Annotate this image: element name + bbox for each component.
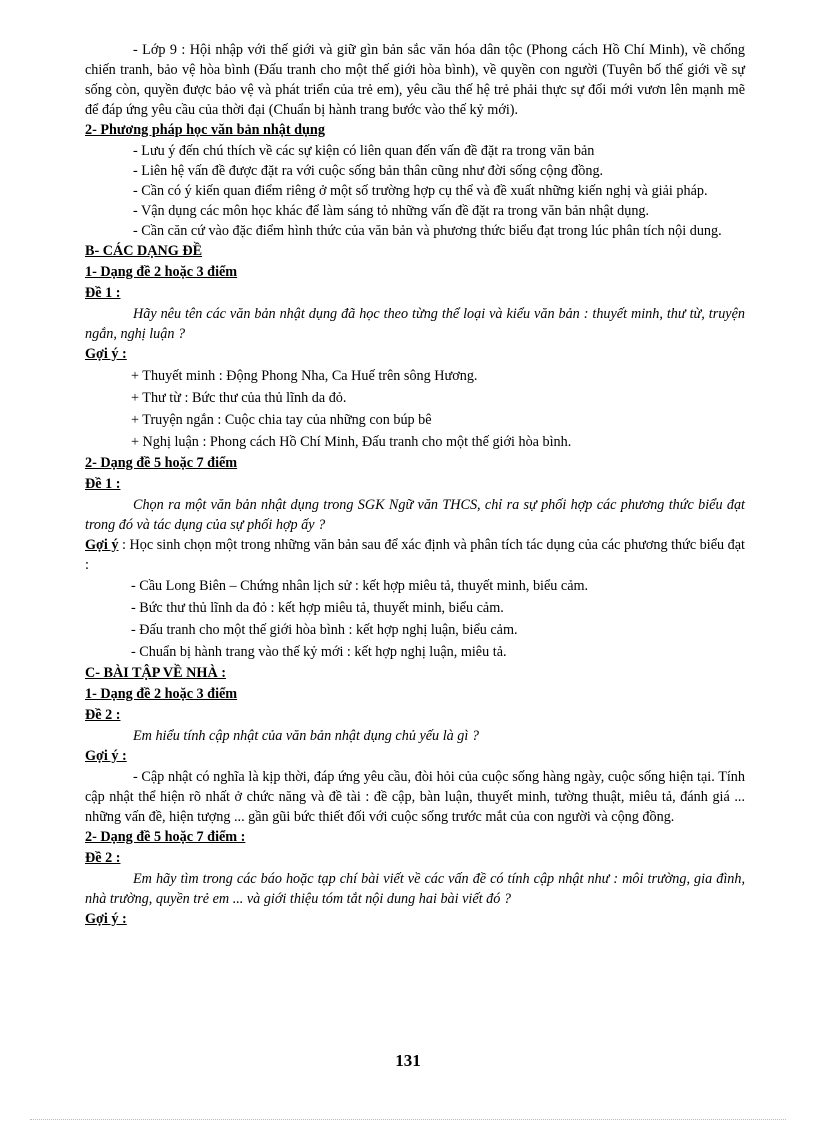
method-item: - Lưu ý đến chú thích về các sự kiện có liên quan đến vấn đề đặt ra trong văn bản <box>133 143 595 159</box>
section-c-heading: C- BÀI TẬP VỀ NHÀ : <box>85 665 226 681</box>
section-c-part1-heading: 1- Dạng đề 2 hoặc 3 điểm <box>85 686 238 702</box>
method-item: - Liên hệ vấn đề được đặt ra với cuộc sống bản thân cũng như đời sống cộng đồng. <box>133 163 604 179</box>
method-item: - Cần có ý kiến quan điểm riêng ở một số trường hợp cụ thể và đề xuất những kiến nghị và giải pháp. <box>133 183 708 199</box>
page-divider <box>30 1119 786 1120</box>
answer-item: + Thuyết minh : Động Phong Nha, Ca Huế trên sông Hương. <box>131 368 478 384</box>
section-b-part2-de-label: Đề 1 : <box>85 476 121 492</box>
answer-item: + Nghị luận : Phong cách Hồ Chí Minh, Đấu tranh cho một thế giới hòa bình. <box>131 434 572 450</box>
section-b-part2-heading: 2- Dạng đề 5 hoặc 7 điểm <box>85 455 238 471</box>
method-item: - Cần căn cứ vào đặc điểm hình thức của văn bản và phương thức biểu đạt trong lúc phân tích nội dung. <box>133 223 722 239</box>
answer-item: - Đấu tranh cho một thế giới hòa bình : kết hợp nghị luận, biểu cảm. <box>131 622 518 638</box>
section-b-goiy-label: Gợi ý : <box>85 346 127 362</box>
section-c-part2-goiy-label: Gợi ý : <box>85 911 127 927</box>
answer-item: + Truyện ngắn : Cuộc chia tay của những con búp bê <box>131 412 432 428</box>
section-c-goiy-label: Gợi ý : <box>85 748 127 764</box>
section-b-part1-heading: 1- Dạng đề 2 hoặc 3 điểm <box>85 264 238 280</box>
section-c-part2-de-label: Đề 2 : <box>85 850 121 866</box>
answer-item: + Thư từ : Bức thư của thủ lĩnh da đỏ. <box>131 390 347 406</box>
goiy-label: Gợi ý <box>85 537 119 553</box>
section-c-answer: - Cập nhật có nghĩa là kịp thời, đáp ứng yêu cầu, đòi hỏi của cuộc sống hàng ngày, cuộc sống hiện tại. Tính cập nhật thể hiện rõ nhất ở chức năng và đề tài : đề cập, bàn luận, thuyết minh, tường thuật, miêu tả, đánh giá ... những vấn đề, hiện tượng ... gần gũi bức thiết đối với cuộc sống trước mắt của con người và cộng đồng. <box>85 769 745 825</box>
method-item: - Vận dụng các môn học khác để làm sáng tỏ những vấn đề đặt ra trong văn bản nhật dụng. <box>133 203 650 219</box>
section-b-part2-question: Chọn ra một văn bản nhật dụng trong SGK Ngữ văn THCS, chỉ ra sự phối hợp các phương thức biểu đạt trong đó và tác dụng của sự phối hợp ấy ? <box>85 497 745 533</box>
intro-lop9: - Lớp 9 : Hội nhập với thế giới và giữ gìn bản sắc văn hóa dân tộc (Phong cách Hồ Chí Minh), về chống chiến tranh, bảo vệ hòa bình (Đấu tranh cho một thế giới hòa bình), về quyền con người (Tuyên bố thế giới về sự sống còn, quyền được bảo vệ và phát triển của trẻ em), yêu cầu thế hệ trẻ phải thực sự đổi mới vươn lên mạnh mẽ để đáp ứng yêu cầu của thời đại (Chuẩn bị hành trang bước vào thế kỷ mới). <box>85 42 745 118</box>
answer-item: - Bức thư thủ lĩnh da đỏ : kết hợp miêu tả, thuyết minh, biểu cảm. <box>131 600 504 616</box>
answer-item: - Chuẩn bị hành trang vào thế kỷ mới : kết hợp nghị luận, miêu tả. <box>131 644 507 660</box>
section-c-de2-question: Em hiểu tính cập nhật của văn bản nhật dụng chủ yếu là gì ? <box>133 728 479 744</box>
answer-item: - Cầu Long Biên – Chứng nhân lịch sử : kết hợp miêu tả, thuyết minh, biểu cảm. <box>131 578 589 594</box>
section-c-part2-question: Em hãy tìm trong các báo hoặc tạp chí bài viết về các vấn đề có tính cập nhật như : môi trường, gia đình, nhà trường, quyền trẻ em ... và giới thiệu tóm tắt nội dung hai bài viết đó ? <box>85 871 745 907</box>
section-c-part2-heading: 2- Dạng đề 5 hoặc 7 điểm : <box>85 829 246 845</box>
section-b-part2-goiy <box>85 535 745 575</box>
page-content <box>85 40 745 930</box>
section-b-de1-question: Hãy nêu tên các văn bản nhật dụng đã học theo từng thể loại và kiểu văn bản : thuyết minh, thư từ, truyện ngắn, nghị luận ? <box>85 306 745 342</box>
section-c-de2-label: Đề 2 : <box>85 707 121 723</box>
section-b-de1-label: Đề 1 : <box>85 285 121 301</box>
method-heading: 2- Phương pháp học văn bản nhật dụng <box>85 122 325 138</box>
section-b-heading: B- CÁC DẠNG ĐỀ <box>85 243 203 259</box>
goiy-text: : Học sinh chọn một trong những văn bản sau để xác định và phân tích tác dụng của các phương thức biểu đạt : <box>85 537 745 573</box>
page-number: 131 <box>395 1051 421 1070</box>
